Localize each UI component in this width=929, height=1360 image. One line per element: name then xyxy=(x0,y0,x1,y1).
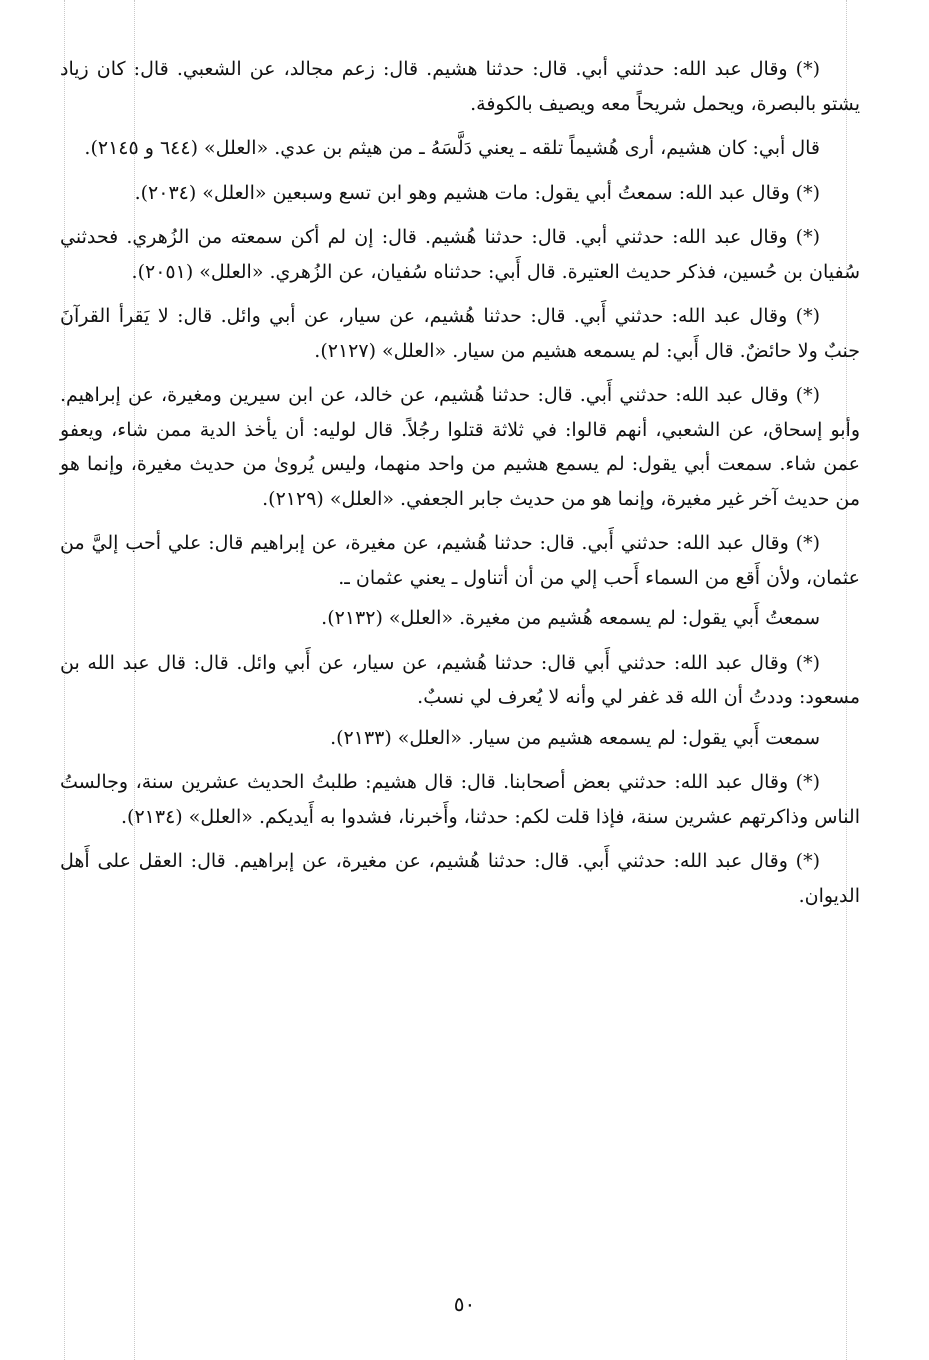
paragraph-11: (*) وقال عبد الله: حدثني بعض أصحابنا. قال: قال هشيم: طلبتُ الحديث عشرين سنة، وجالستُ الناس وذاكرتهم عشرين سنة، فإذا قلت لكم: حدثنا، وأَخبرنا، فشدوا به أَيديكم. «العلل» (٢١٣٤). xyxy=(60,771,860,828)
paragraph-12: (*) وقال عبد الله: حدثني أَبي. قال: حدثنا هُشيم، عن مغيرة، عن إبراهيم. قال: العقل على أَهل الديوان. xyxy=(60,850,860,907)
paragraph-3: (*) وقال عبد الله: سمعتُ أبي يقول: مات هشيم وهو ابن تسع وسبعين «العلل» (٢٠٣٤). xyxy=(134,181,820,204)
page-number: ٥٠ xyxy=(453,1292,476,1316)
paragraph-6: (*) وقال عبد الله: حدثني أَبي. قال: حدثنا هُشيم، عن خالد، عن ابن سيرين ومغيرة، عن إبراهيم. وأبو إسحاق، عن الشعبي، أنهم قالوا: في ثلاثة قتلوا رجُلاً. قال لوليه: أن يأخذ الدية ممن شاء، ويعفو عمن شاء. سمعت أبي يقول: لم يسمع هشيم من واحد منهما، وليس يُروىٰ من حديث مغيرة، وإنما هو من حديث آخر غير مغيرة، وإنما هو من حديث جابر الجعفي. «العلل» (٢١٢٩). xyxy=(60,384,860,510)
paragraph-7: (*) وقال عبد الله: حدثني أَبي. قال: حدثنا هُشيم، عن مغيرة، عن إبراهيم قال: علي أحب إليَّ من عثمان، ولأن أَقع من السماء أَحب إلي من أن أتناول ـ يعني عثمان ـ. xyxy=(60,532,860,589)
document-page xyxy=(60,52,860,923)
paragraph-1: (*) وقال عبد الله: حدثني أبي. قال: حدثنا هشيم. قال: زعم مجالد، عن الشعبي. قال: كان زياد يشتو بالبصرة، ويحمل شريحاً معه ويصيف بالكوفة. xyxy=(60,58,860,115)
paragraph-8: سمعتُ أَبي يقول: لم يسمعه هُشيم من مغيرة. «العلل» (٢١٣٢). xyxy=(321,607,820,629)
paragraph-9: (*) وقال عبد الله: حدثني أَبي قال: حدثنا هُشيم، عن سيار، عن أَبي وائل. قال: قال عبد الله بن مسعود: وددتُ أن الله قد غفر لي وأنه لا يُعرف لي نسبٌ. xyxy=(60,651,860,708)
paragraph-4: (*) وقال عبد الله: حدثني أبي. قال: حدثنا هُشيم. قال: إن لم أكن سمعته من الزُهري. فحدثني سُفيان بن حُسين، فذكر حديث العتيرة. قال أَبي: حدثناه سُفيان، عن الزُهري. «العلل» (٢٠٥١). xyxy=(60,226,860,283)
paragraph-2: قال أبي: كان هشيم، أرى هُشيماً تلقه ـ يعني دَلَّسَهُ ـ من هيثم بن عدي. «العلل» (٦٤٤ و ٢١٤٥). xyxy=(84,137,820,159)
paragraph-10: سمعت أَبي يقول: لم يسمعه هشيم من سيار. «العلل» (٢١٣٣). xyxy=(330,726,820,749)
paragraph-5: (*) وقال عبد الله: حدثني أَبي. قال: حدثنا هُشيم، عن سيار، عن أبي وائل. قال: لا يَقرأ القرآنَ جنبٌ ولا حائضٌ. قال أَبي: لم يسمعه هشيم من سيار. «العلل» (٢١٢٧). xyxy=(60,305,860,362)
